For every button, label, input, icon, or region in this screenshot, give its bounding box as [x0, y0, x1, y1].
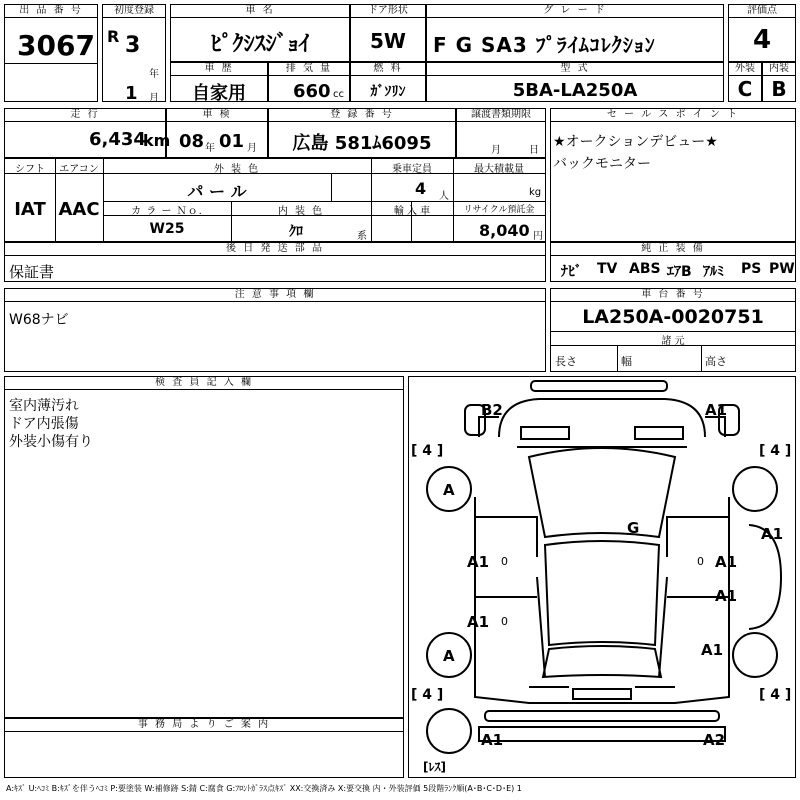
equipment-item-alloy: ｱﾙﾐ [703, 264, 724, 280]
door-type: 5W [370, 29, 406, 53]
sales-point-label: セ ー ル ス ポ イ ン ト [551, 109, 795, 122]
car-name-label: 車 名 [171, 5, 349, 18]
load-label: 最大積載量 [474, 164, 524, 175]
era: R [107, 27, 120, 46]
first-registration-box [102, 4, 166, 102]
inspection-month: 01 [219, 131, 245, 152]
model-code: 5BA-LA250A [512, 80, 638, 101]
inspector-line-3: 外装小傷有り [9, 434, 93, 450]
mark-wheel-front-left: A [443, 481, 455, 499]
year-unit: 年 [149, 69, 159, 80]
damage-diagram-box [408, 376, 796, 778]
interior-label: 内装 [763, 63, 795, 76]
office-label: 事 務 局 よ り ご 案 内 [5, 719, 403, 732]
int-color-unit: 系 [357, 231, 367, 242]
history: 自家用 [192, 83, 246, 104]
displacement: 660 [293, 81, 331, 102]
legend: A:ｷｽﾞ U:ﾍｺﾐ B:ｷｽﾞを伴うﾍｺﾐ P:要塗装 W:補修跡 S:錆 C:腐食 G:ﾌﾛﾝﾄｶﾞﾗｽ点ｷｽﾞ XX:交換済み X:要交換 内・外装評価 5段階ﾗﾝｸ順(A･B･C･D･E) 1 [6, 784, 522, 793]
notes-value: W68ナビ [9, 312, 69, 328]
reg-year: 3 [125, 33, 141, 58]
recycle-label: リサイクル預託金 [463, 205, 535, 215]
mileage-unit: km [143, 131, 171, 150]
vehicle-spec-grid [4, 158, 546, 242]
lot-number: 3067 [17, 29, 95, 62]
inspector-line-1: 室内薄汚れ [9, 398, 79, 414]
mark-roof: G [627, 519, 640, 537]
history-label: 車 歴 [171, 63, 267, 76]
score-box [728, 4, 796, 62]
mark-wheel-rear-left: A [443, 647, 455, 665]
mark-left-front-door: A1 [467, 553, 490, 571]
exterior-grade-box [728, 62, 762, 102]
mark-left-rear-door: A1 [467, 613, 490, 631]
mark-rear-right: A2 [703, 731, 726, 749]
equipment-label: 純 正 装 備 [551, 243, 795, 256]
lot-number-box [4, 4, 98, 102]
parts-label: 後 日 発 送 部 品 [5, 243, 545, 256]
inspector-line-2: ドア内張傷 [9, 416, 79, 432]
month-unit: 月 [149, 93, 159, 104]
mark-right-side: A1 [761, 525, 784, 543]
fuel-label: 燃 料 [351, 63, 425, 76]
plate-label: 登 録 番 号 [269, 109, 455, 122]
spare-tire-label: [ﾚｽ] [423, 760, 446, 774]
equipment-item-navi: ﾅﾋﾞ [561, 264, 582, 280]
shift: IAT [14, 199, 46, 220]
model-box [426, 62, 724, 102]
exterior-label: 外装 [729, 63, 761, 76]
grade-label: グ レ ー ド [427, 5, 723, 18]
int-color-label: 内 装 色 [277, 206, 325, 217]
recycle-unit: 円 [533, 231, 543, 242]
door-box [350, 4, 426, 62]
small-mark-2: 0 [501, 615, 508, 628]
chassis-number: LA250A-0020751 [582, 306, 764, 328]
plate-number: 広島 581ﾑ6095 [292, 133, 432, 154]
ac-label: エアコン [59, 164, 99, 175]
first-reg-label: 初度登録 [103, 5, 165, 18]
mileage: 6,434 [89, 129, 146, 150]
capacity-unit: 人 [439, 191, 449, 202]
inspection-box [166, 108, 268, 158]
inspection-year-unit: 年 [205, 143, 215, 154]
notes-label: 注 意 事 項 欄 [5, 289, 545, 302]
recycle-fee: 8,040 [479, 221, 530, 240]
dims-label: 諸 元 [661, 336, 685, 347]
equipment-item-tv: TV [597, 261, 618, 277]
mark-rear-left: A1 [481, 731, 504, 749]
door-label: ドア形状 [351, 5, 425, 18]
car-diagram [409, 377, 795, 777]
fuel-box [350, 62, 426, 102]
inspection-label: 車 検 [167, 109, 267, 122]
inspector-box [4, 376, 404, 718]
car-name: ﾋﾟｸｼｽｼﾞｮｲ [210, 32, 310, 57]
transfer-deadline-box [456, 108, 546, 158]
grade: F G SA3 ﾌﾟﾗｲﾑｺﾚｸｼｮﾝ [433, 33, 656, 57]
equipment-item-abs: ABS [629, 261, 661, 277]
fuel: ｶﾞｿﾘﾝ [370, 84, 406, 100]
transfer-deadline-label: 譲渡書類期限 [457, 109, 545, 122]
tire-front-right: [ 4 ] [759, 443, 792, 459]
car-name-box [170, 4, 350, 62]
ac: AAC [58, 199, 100, 220]
parts-box [4, 242, 546, 282]
capacity: 4 [415, 179, 427, 198]
grade-box [426, 4, 724, 62]
tire-rear-left: [ 4 ] [411, 687, 444, 703]
transfer-month-unit: 月 [491, 145, 501, 156]
load-unit: kg [529, 187, 542, 198]
inspector-label: 検 査 員 記 入 欄 [5, 377, 403, 390]
length-label: 長さ [555, 355, 577, 368]
capacity-label: 乗車定員 [392, 164, 432, 175]
sales-point-box [550, 108, 796, 242]
tire-rear-right: [ 4 ] [759, 687, 792, 703]
mileage-box [4, 108, 171, 158]
mark-right-front-door: A1 [715, 553, 738, 571]
exterior-grade: C [737, 77, 753, 101]
chassis-label: 車 台 番 号 [551, 289, 795, 302]
model-label: 型 式 [427, 63, 723, 76]
tire-front-left: [ 4 ] [411, 443, 444, 459]
score: 4 [752, 25, 772, 55]
equipment-item-airbag: ｴｱB [667, 264, 692, 280]
inspection-year: 08 [179, 131, 205, 152]
interior-grade-box [762, 62, 796, 102]
small-mark-1: 0 [501, 555, 508, 568]
displacement-box [268, 62, 350, 102]
notes-box [4, 288, 546, 372]
mileage-label: 走 行 [5, 109, 165, 122]
int-color: ｸﾛ [289, 224, 303, 240]
lot-number-label: 出 品 番 号 [5, 5, 97, 18]
mark-front-bumper-right: A1 [705, 401, 728, 419]
equipment-item-pw: PW [769, 261, 795, 277]
equipment-item-ps: PS [741, 261, 762, 277]
reg-month: 1 [125, 83, 138, 104]
history-box [170, 62, 268, 102]
mark-right-rear-door: A1 [715, 587, 738, 605]
parts-value: 保証書 [9, 263, 55, 281]
ext-color-label: 外 装 色 [213, 164, 261, 175]
displacement-unit: cc [333, 89, 344, 100]
import-label: 輸 入 車 [393, 206, 431, 217]
height-label: 高さ [705, 355, 727, 368]
inspection-month-unit: 月 [247, 143, 257, 154]
ext-color: パ ー ル [187, 182, 247, 201]
score-label: 評価点 [729, 5, 795, 18]
color-no-label: カ ラ ー Ｎｏ. [131, 206, 203, 217]
equipment-box [550, 242, 796, 282]
mark-front-bumper-left: B2 [481, 401, 503, 419]
transfer-day-unit: 日 [529, 145, 539, 156]
interior-grade: B [771, 77, 787, 101]
sales-point-1: ★オークションデビュー★ [553, 134, 718, 150]
displacement-label: 排 気 量 [269, 63, 349, 76]
width-label: 幅 [621, 355, 632, 368]
color-no: W25 [149, 221, 185, 237]
plate-box [268, 108, 456, 158]
mark-right-rear-fender: A1 [701, 641, 724, 659]
office-box [4, 718, 404, 778]
chassis-box [550, 288, 796, 372]
small-mark-3: 0 [697, 555, 704, 568]
sales-point-2: バックモニター [553, 156, 651, 172]
shift-label: シフト [15, 164, 45, 175]
